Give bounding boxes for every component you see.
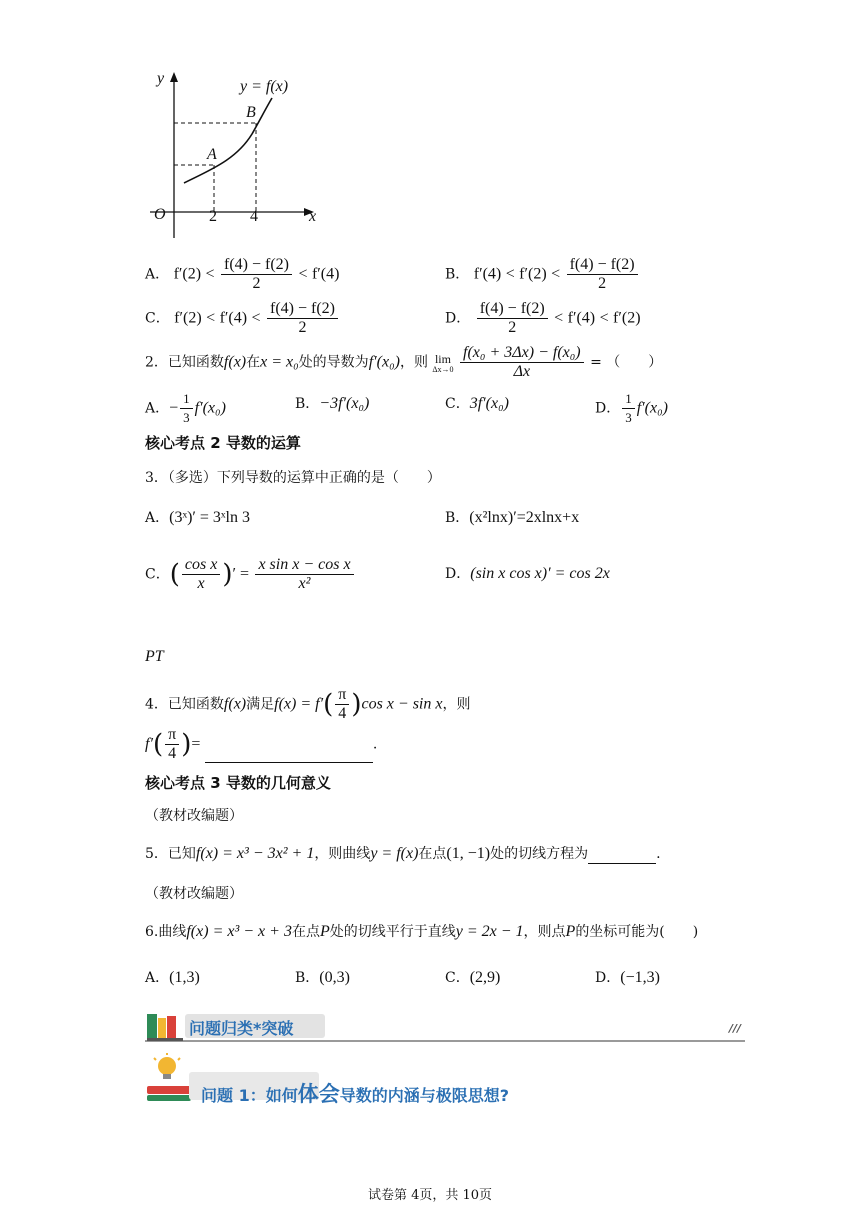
point-a-label: A xyxy=(207,146,217,163)
option-label: C． xyxy=(145,310,170,327)
q1-option-c[interactable]: C． f′(2) < f′(4) < $\frac{f(4) - f(2)}{2}$ xyxy=(145,300,340,337)
q1-option-a[interactable]: A． f′(2) < $\frac{f(4) - f(2)}{2}$ < f′(4) xyxy=(145,256,340,292)
banner-title: 问题归类*突破 xyxy=(189,1019,294,1038)
point-b-label: B xyxy=(246,104,256,121)
ruler-book-icon xyxy=(145,1012,185,1042)
q5-stem: 5．已知f(x) = x³ − 3x² + 1，则曲线y = f(x)在点(1, −1)处的切线方程为 . xyxy=(145,845,661,862)
tick-2-label: 2 xyxy=(209,208,217,225)
q3-option-a[interactable]: A．(3ˣ)′ = 3ˣln 3 xyxy=(145,509,250,526)
q3-option-b[interactable]: B．(x²lnx)′=2xlnx+x xyxy=(445,509,580,526)
pt-label: PT xyxy=(145,648,164,665)
q2-option-c[interactable]: C．3f′(x₀) xyxy=(445,395,509,412)
q3-option-c[interactable]: C．( $\frac{\text{cos x}}{x}$ )′ = $\frac{\text{x sin x − cos x}}{\text{x²}}$ xyxy=(145,556,356,593)
banner-mark: /// xyxy=(729,1022,742,1035)
x-axis-label: x xyxy=(309,208,317,225)
origin-label: O xyxy=(154,206,166,223)
section-title-2: 核心考点 2 导数的运算 xyxy=(145,434,301,452)
q6-option-c[interactable]: C．(2,9) xyxy=(445,969,501,986)
q2-option-d[interactable]: D． $\frac{1}{3}$ f′(x₀) xyxy=(595,391,668,425)
option-label: B． xyxy=(445,266,470,283)
tick-4-label: 4 xyxy=(250,208,258,225)
q6-option-a[interactable]: A．(1,3) xyxy=(145,969,200,986)
q1-option-d[interactable]: D． $\frac{f(4) - f(2)}{2}$ < f′(4) < f′(2) xyxy=(445,300,641,336)
note-textbook-2: （教材改编题） xyxy=(145,886,243,902)
option-label: D． xyxy=(445,310,471,327)
page-footer: 试卷第 4页，共 10页 xyxy=(367,1188,493,1203)
lightbulb-icon xyxy=(145,1052,195,1104)
section-title-3: 核心考点 3 导数的几何意义 xyxy=(145,774,331,792)
section-banner xyxy=(145,1012,745,1042)
q2-option-b[interactable]: B．−3f′(x₀) xyxy=(295,395,370,412)
q3-stem: 3．（多选）下列导数的运算中正确的是（ ） xyxy=(145,470,441,486)
q4-answer-line: f′( $\frac{\pi}{4}$ )= . xyxy=(145,726,378,762)
q6-option-b[interactable]: B．(0,3) xyxy=(295,969,350,986)
answer-blank[interactable] xyxy=(588,845,656,864)
q2-stem: 2．已知函数f(x)在x = x₀处的导数为f′(x₀)，则 lim Δx→0 $\frac{\text{f(x₀ + 3Δx) − f(x₀)}}{\Delta x}$ = （ ） xyxy=(145,344,663,380)
answer-blank[interactable] xyxy=(205,742,373,763)
q1-option-b[interactable]: B． f′(4) < f′(2) < $\frac{f(4) - f(2)}{2}$ xyxy=(445,256,640,293)
question-banner-title: 问题 1：如何体会导数的内涵与极限思想? xyxy=(201,1082,510,1106)
curve-label: y = f(x) xyxy=(240,78,289,95)
option-label: A． xyxy=(145,266,170,283)
q6-stem: 6.曲线f(x) = x³ − x + 3在点P处的切线平行于直线y = 2x − 1，则点P的坐标可能为( ) xyxy=(145,923,699,940)
note-textbook-1: （教材改编题） xyxy=(145,808,243,824)
question-banner xyxy=(145,1052,545,1104)
q3-option-d[interactable]: D．(sin x cos x)′ = cos 2x xyxy=(445,565,610,582)
y-axis-label: y xyxy=(157,70,165,87)
q4-stem: 4．已知函数f(x)满足f(x) = f′( $\frac{\pi}{4}$ )cos x − sin x，则 xyxy=(145,686,471,722)
limit-symbol: lim Δx→0 xyxy=(432,351,454,374)
q6-option-d[interactable]: D．(−1,3) xyxy=(595,969,660,986)
q2-option-a[interactable]: A．− $\frac{1}{3}$ f′(x₀) xyxy=(145,391,226,425)
